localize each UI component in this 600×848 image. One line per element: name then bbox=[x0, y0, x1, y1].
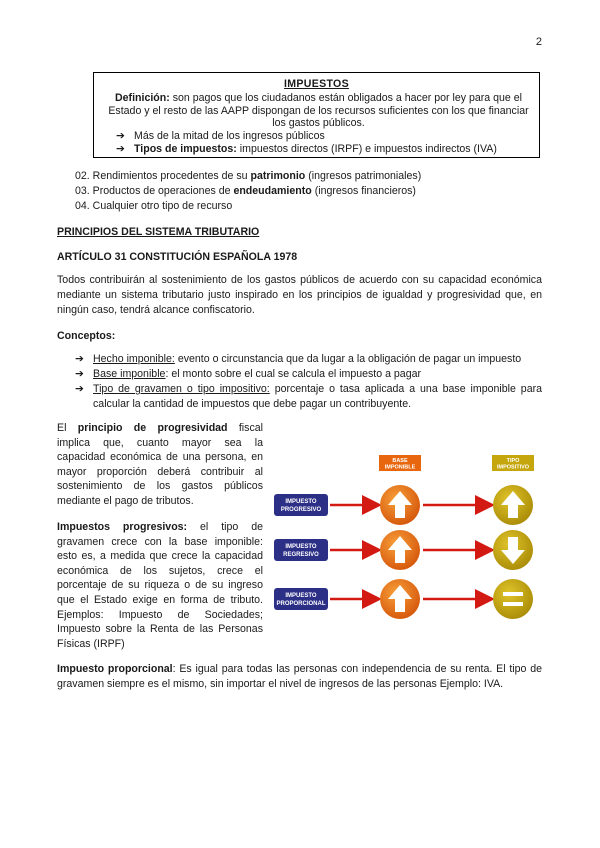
svg-text:REGRESIVO: REGRESIVO bbox=[283, 552, 319, 558]
progresividad-paragraph: El principio de progresividad fiscal implica que, cuanto mayor sea la capacidad económica de una persona, en mayor proporción deberá contribuir al sostenimiento de los gastos públicos mediante el pago de tributos. bbox=[57, 422, 263, 507]
concept-item: ➔ Base imponible: el monto sobre el cual se calcula el impuesto a pagar bbox=[75, 368, 422, 380]
definition-bullet-1: ➔ Más de la mitad de los ingresos públicos bbox=[116, 130, 325, 142]
list-item: 02. Rendimientos procedentes de su patrimonio (ingresos patrimoniales) bbox=[75, 170, 422, 182]
arrow-icon: ➔ bbox=[116, 130, 125, 142]
header-base-imponible bbox=[379, 455, 421, 471]
definition-body: son pagos que los ciudadanos están obligados a hacer por ley para que el Estado y el resto de las AAPP dispongan de los recursos suficientes con los que financiar los gastos públicos. bbox=[108, 92, 529, 129]
definition-bullet-2: ➔ Tipos de impuestos: impuestos directos (IRPF) e impuestos indirectos (IVA) bbox=[116, 143, 497, 155]
arrow-icon: ➔ bbox=[75, 368, 84, 380]
concept-item: ➔ Hecho imponible: evento o circunstancia que da lugar a la obligación de pagar un impuesto bbox=[75, 353, 522, 365]
svg-text:BASE: BASE bbox=[392, 458, 408, 464]
proporcional-paragraph: Impuesto proporcional: Es igual para todas las personas con independencia de su renta. El tipo de gravamen siempre es el mismo, sin importar el nivel de ingresos de las personas Ejemplo: IVA. bbox=[57, 663, 542, 690]
svg-text:IMPUESTO: IMPUESTO bbox=[285, 499, 317, 505]
diagram-row-progresivo bbox=[274, 485, 533, 525]
concepts-heading: Conceptos: bbox=[57, 330, 116, 342]
definition-box bbox=[93, 72, 540, 158]
svg-text:IMPUESTO: IMPUESTO bbox=[285, 544, 317, 550]
svg-text:IMPONIBLE: IMPONIBLE bbox=[384, 464, 416, 471]
progresivos-paragraph: Impuestos progresivos: el tipo de gravamen crece con la base imponible: esto es, a medida que crece la capacidad económica de los sujetos, crece el porcentaje de su riqueza o de su ingreso que el Estado exige en forma de tributo. Ejemplos: Impuesto de Sociedades; Impuesto sobre la Renta de las Personas Físicas (IRPF) bbox=[57, 521, 264, 650]
svg-text:PROGRESIVO: PROGRESIVO bbox=[280, 507, 322, 513]
arrow-icon: ➔ bbox=[75, 353, 84, 365]
article-title: ARTÍCULO 31 CONSTITUCIÓN ESPAÑOLA 1978 bbox=[57, 251, 298, 263]
header-tipo-impositivo bbox=[492, 455, 534, 471]
article-text: Todos contribuirán al sostenimiento de los gastos públicos de acuerdo con su capacidad económica mediante un sistema tributario justo inspirado en los principios de igualdad y progresividad que, en ningún caso, tendrá alcance confiscatorio. bbox=[57, 274, 542, 316]
svg-text:IMPOSITIVO: IMPOSITIVO bbox=[496, 464, 530, 471]
definition-text bbox=[108, 92, 529, 130]
tipo-equal-icon bbox=[493, 579, 533, 619]
tax-types-diagram bbox=[270, 452, 545, 624]
concept-item: ➔ Tipo de gravamen o tipo impositivo: porcentaje o tasa aplicada a una base imponible para calcular la cantidad de impuestos que debe pagar un contribuyente. bbox=[75, 383, 543, 410]
svg-text:TIPO: TIPO bbox=[506, 458, 520, 464]
diagram-row-regresivo bbox=[274, 530, 533, 570]
arrow-icon: ➔ bbox=[116, 143, 125, 155]
svg-text:PROPORCIONAL: PROPORCIONAL bbox=[276, 601, 326, 607]
svg-text:IMPUESTO: IMPUESTO bbox=[285, 593, 317, 599]
page-number: 2 bbox=[535, 36, 542, 48]
list-item: 03. Productos de operaciones de endeudamiento (ingresos financieros) bbox=[75, 185, 416, 197]
list-item: 04. Cualquier otro tipo de recurso bbox=[75, 200, 233, 212]
section-title: PRINCIPIOS DEL SISTEMA TRIBUTARIO bbox=[57, 226, 260, 238]
definition-title: IMPUESTOS bbox=[284, 78, 349, 90]
diagram-row-proporcional bbox=[274, 579, 533, 619]
arrow-icon: ➔ bbox=[75, 383, 84, 395]
definition-label: Definición: bbox=[115, 92, 170, 104]
